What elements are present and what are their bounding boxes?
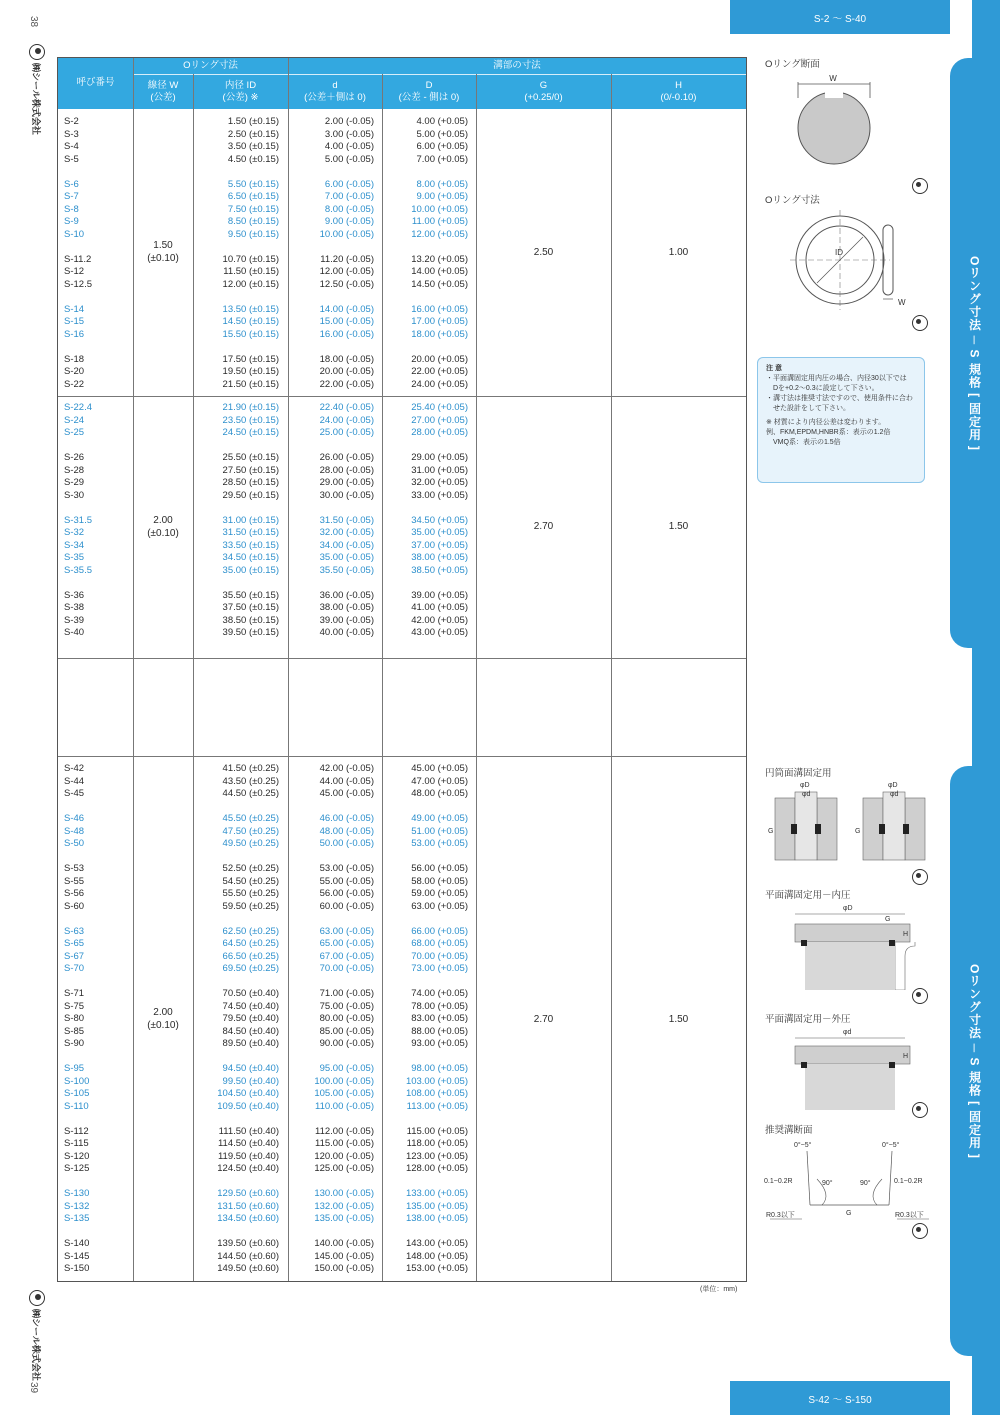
note-line: ・溝寸法は推奨寸法ですので、使用条件に合わ — [766, 395, 913, 402]
table-group-d: 18.00 (-0.05) 20.00 (-0.05) 22.00 (-0.05) — [319, 353, 374, 390]
table-group-D: 98.00 (+0.05) 103.00 (+0.05) 108.00 (+0.05) 113.00 (+0.05) — [405, 1063, 468, 1112]
sec2-g: 2.70 — [533, 521, 554, 532]
recommended-groove-diagram — [762, 1135, 937, 1225]
company-mark-icon — [912, 1223, 928, 1239]
table-group-D: 20.00 (+0.05) 22.00 (+0.05) 24.00 (+0.05) — [411, 353, 468, 390]
company-name: ㈱シール株式会社 — [31, 1309, 42, 1381]
company-logo-bottom — [29, 1290, 45, 1381]
oring-size-table — [57, 57, 747, 1282]
table-group-id: 52.50 (±0.25) 54.50 (±0.25) 55.50 (±0.25) 59.50 (±0.25) — [222, 863, 279, 912]
table-group-no: S-31.5 S-32 S-34 S-35 S-35.5 — [64, 514, 92, 576]
header-nominal-no: 呼び番号 — [76, 77, 115, 88]
note-line: ※ 材質により内径公差は変わります。 — [766, 419, 886, 426]
table-group-D: 56.00 (+0.05) 58.00 (+0.05) 59.00 (+0.05) 63.00 (+0.05) — [411, 863, 468, 912]
table-group-D: 25.40 (+0.05) 27.00 (+0.05) 28.00 (+0.05) — [411, 402, 468, 438]
label-id: ID — [835, 248, 843, 257]
svg-text:0.1~0.2R: 0.1~0.2R — [764, 1178, 793, 1185]
oring-size-diagram — [765, 205, 935, 315]
logo-icon — [29, 44, 45, 60]
table-group-d: 36.00 (-0.05) 38.00 (-0.05) 39.00 (-0.05) 40.00 (-0.05) — [319, 589, 374, 638]
table-group-id: 35.50 (±0.15) 37.50 (±0.15) 38.50 (±0.15) 39.50 (±0.15) — [222, 589, 279, 638]
svg-text:φD: φD — [843, 905, 853, 912]
table-group-d: 130.00 (-0.05) 132.00 (-0.05) 135.00 (-0.05) — [314, 1188, 374, 1224]
sec2-w: 2.00 (±0.10) — [147, 515, 179, 539]
table-group-D: 13.20 (+0.05) 14.00 (+0.05) 14.50 (+0.05) — [411, 253, 468, 290]
section-divider — [58, 396, 746, 397]
svg-text:φd: φd — [843, 1029, 852, 1036]
table-group-D: 74.00 (+0.05) 78.00 (+0.05) 83.00 (+0.05) 88.00 (+0.05) 93.00 (+0.05) — [411, 988, 468, 1049]
caption-size: Oリング寸法 — [765, 195, 820, 206]
table-group-no: S-26 S-28 S-29 S-30 — [64, 452, 85, 501]
table-group-id: 70.50 (±0.40) 74.50 (±0.40) 79.50 (±0.40) 84.50 (±0.40) 89.50 (±0.40) — [222, 988, 279, 1049]
sec3-w: 2.00 (±0.10) — [147, 1007, 179, 1031]
table-group-d: 14.00 (-0.05) 15.00 (-0.05) 16.00 (-0.05) — [319, 303, 374, 340]
svg-text:90°: 90° — [860, 1180, 871, 1187]
range-tab-bottom: S-42 ～ S-150 — [730, 1381, 950, 1415]
header-D-sub: (公差 - 側は 0) — [398, 92, 460, 103]
header-w-sub: (公差) — [150, 92, 176, 103]
svg-text:90°: 90° — [822, 1180, 833, 1187]
header-w — [133, 80, 193, 104]
table-group-d: 22.40 (-0.05) 24.00 (-0.05) 25.00 (-0.05) — [319, 402, 374, 438]
svg-text:G: G — [855, 828, 861, 835]
header-id — [193, 80, 288, 104]
header-d — [288, 80, 382, 104]
table-group-d: 63.00 (-0.05) 65.00 (-0.05) 67.00 (-0.05) 70.00 (-0.05) — [319, 925, 374, 974]
table-group-id: 17.50 (±0.15) 19.50 (±0.15) 21.50 (±0.15) — [222, 353, 279, 390]
svg-text:G: G — [768, 828, 774, 835]
table-group-id: 129.50 (±0.60) 131.50 (±0.60) 134.50 (±0.60) — [217, 1188, 279, 1224]
table-group-D: 4.00 (+0.05) 5.00 (+0.05) 6.00 (+0.05) 7.00 (+0.05) — [416, 116, 468, 165]
section-divider — [58, 756, 746, 757]
svg-text:R0.3以下: R0.3以下 — [766, 1212, 795, 1219]
page-number-top: 38 — [28, 15, 40, 28]
header-d-label: d — [332, 80, 338, 91]
side-band-bottom — [972, 1356, 1000, 1415]
label-w: W — [829, 74, 837, 83]
caption-flat-internal: 平面溝固定用－内圧 — [765, 890, 851, 901]
table-group-no: S-18 S-20 S-22 — [64, 353, 85, 390]
caution-note — [757, 357, 925, 483]
table-group-id: 1.50 (±0.15) 2.50 (±0.15) 3.50 (±0.15) 4.50 (±0.15) — [227, 116, 279, 165]
table-group-no: S-22.4 S-24 S-25 — [64, 402, 92, 438]
table-group-id: 5.50 (±0.15) 6.50 (±0.15) 7.50 (±0.15) 8.50 (±0.15) 9.50 (±0.15) — [227, 178, 279, 240]
table-group-d: 26.00 (-0.05) 28.00 (-0.05) 29.00 (-0.05) 30.00 (-0.05) — [319, 452, 374, 501]
table-group-id: 139.50 (±0.60) 144.50 (±0.60) 149.50 (±0.60) — [217, 1238, 279, 1274]
header-D-label: D — [425, 80, 433, 91]
table-group-D: 8.00 (+0.05) 9.00 (+0.05) 10.00 (+0.05) 11.00 (+0.05) 12.00 (+0.05) — [411, 178, 468, 240]
company-mark-icon — [912, 1102, 928, 1118]
logo-icon — [29, 1290, 45, 1306]
label-w2: W — [898, 298, 906, 307]
caption-recommended-groove: 推奨溝断面 — [765, 1125, 813, 1136]
table-group-no: S-46 S-48 S-50 — [64, 813, 85, 849]
range-tab-top: S-2 ～ S-40 — [730, 0, 950, 34]
unit-note: (単位：mm) — [700, 1286, 738, 1293]
table-group-d: 95.00 (-0.05) 100.00 (-0.05) 105.00 (-0.05) 110.00 (-0.05) — [314, 1063, 374, 1112]
note-line: ・平面溝固定用内圧の場合、内径30以下では — [766, 375, 907, 382]
table-group-no: S-14 S-15 S-16 — [64, 303, 85, 340]
note-title: 注 意 — [766, 365, 782, 372]
header-H-label: H — [675, 80, 682, 91]
table-group-d: 31.50 (-0.05) 32.00 (-0.05) 34.00 (-0.05) 35.00 (-0.05) 35.50 (-0.05) — [319, 514, 374, 576]
company-mark-icon — [912, 315, 928, 331]
table-group-d: 2.00 (-0.05) 3.00 (-0.05) 4.00 (-0.05) 5.00 (-0.05) — [324, 116, 374, 165]
sec3-h: 1.50 — [668, 1014, 689, 1025]
table-group-no: S-130 S-132 S-135 — [64, 1188, 90, 1224]
table-group-d: 42.00 (-0.05) 44.00 (-0.05) 45.00 (-0.05) — [319, 763, 374, 799]
table-group-id: 45.50 (±0.25) 47.50 (±0.25) 49.50 (±0.25) — [222, 813, 279, 849]
table-group-d: 11.20 (-0.05) 12.00 (-0.05) 12.50 (-0.05) — [319, 253, 374, 290]
header-id-sub: (公差) ※ — [222, 92, 259, 103]
table-group-d: 6.00 (-0.05) 7.00 (-0.05) 8.00 (-0.05) 9.00 (-0.05) 10.00 (-0.05) — [319, 178, 374, 240]
table-group-no: S-6 S-7 S-8 S-9 S-10 — [64, 178, 85, 240]
table-group-D: 115.00 (+0.05) 118.00 (+0.05) 123.00 (+0.05) 128.00 (+0.05) — [405, 1125, 468, 1174]
flat-groove-external-diagram — [765, 1024, 935, 1112]
flat-groove-internal-diagram — [765, 900, 935, 990]
table-group-id: 111.50 (±0.40) 114.50 (±0.40) 119.50 (±0.40) 124.50 (±0.40) — [217, 1125, 279, 1174]
svg-text:R0.3以下: R0.3以下 — [895, 1212, 924, 1219]
table-group-no: S-2 S-3 S-4 S-5 — [64, 116, 79, 165]
sec3-g: 2.70 — [533, 1014, 554, 1025]
side-tab-2 — [950, 766, 1000, 1356]
table-group-no: S-71 S-75 S-80 S-85 S-90 — [64, 988, 85, 1049]
svg-text:φD: φD — [800, 782, 810, 789]
table-group-d: 140.00 (-0.05) 145.00 (-0.05) 150.00 (-0.05) — [314, 1238, 374, 1274]
note-line: せた設計をして下さい。 — [766, 405, 850, 412]
table-group-D: 45.00 (+0.05) 47.00 (+0.05) 48.00 (+0.05) — [411, 763, 468, 799]
table-group-D: 49.00 (+0.05) 51.00 (+0.05) 53.00 (+0.05) — [411, 813, 468, 849]
side-tab-1 — [950, 58, 1000, 648]
header-d-sub: (公差＋側は 0) — [304, 92, 366, 103]
note-line: 例、FKM,EPDM,HNBR系：表示の1.2倍 — [766, 429, 891, 436]
table-group-id: 41.50 (±0.25) 43.50 (±0.25) 44.50 (±0.25) — [222, 763, 279, 799]
table-group-no: S-140 S-145 S-150 — [64, 1238, 90, 1274]
section-divider — [58, 658, 746, 659]
table-group-D: 16.00 (+0.05) 17.00 (+0.05) 18.00 (+0.05) — [411, 303, 468, 340]
svg-text:G: G — [885, 916, 891, 923]
side-band-top — [972, 0, 1000, 60]
svg-text:0°~5°: 0°~5° — [794, 1142, 812, 1149]
note-line: Dを+0.2～0.3に設定して下さい。 — [766, 385, 879, 392]
cylindrical-groove-diagram — [765, 778, 935, 864]
header-w-label: 線径 W — [147, 80, 179, 91]
table-group-id: 94.50 (±0.40) 99.50 (±0.40) 104.50 (±0.40) 109.50 (±0.40) — [217, 1063, 279, 1112]
table-group-id: 21.90 (±0.15) 23.50 (±0.15) 24.50 (±0.15) — [222, 402, 279, 438]
table-group-D: 34.50 (+0.05) 35.00 (+0.05) 37.00 (+0.05) 38.00 (+0.05) 38.50 (+0.05) — [411, 514, 468, 576]
side-tab-2-label: Oリング寸法 ─ S 規格 [ 固定用 ] — [967, 963, 982, 1159]
caption-section: Oリング断面 — [765, 59, 820, 70]
header-H-sub: (0/-0.10) — [660, 92, 697, 103]
company-name: ㈱シール株式会社 — [31, 63, 42, 135]
table-group-id: 31.00 (±0.15) 31.50 (±0.15) 33.50 (±0.15) 34.50 (±0.15) 35.00 (±0.15) — [222, 514, 279, 576]
svg-text:H: H — [903, 931, 909, 938]
svg-text:0.1~0.2R: 0.1~0.2R — [894, 1178, 923, 1185]
company-mark-icon — [912, 869, 928, 885]
table-group-id: 62.50 (±0.25) 64.50 (±0.25) 66.50 (±0.25) 69.50 (±0.25) — [222, 925, 279, 974]
svg-text:0°~5°: 0°~5° — [882, 1142, 900, 1149]
table-group-no: S-112 S-115 S-120 S-125 — [64, 1125, 90, 1174]
table-group-no: S-11.2 S-12 S-12.5 — [64, 253, 92, 290]
svg-text:φd: φd — [802, 791, 811, 798]
caption-flat-external: 平面溝固定用－外圧 — [765, 1014, 851, 1025]
page-number-bottom: 39 — [28, 1381, 40, 1394]
svg-text:G: G — [846, 1210, 852, 1217]
col-line — [288, 58, 289, 1281]
table-group-d: 112.00 (-0.05) 115.00 (-0.05) 120.00 (-0.05) 125.00 (-0.05) — [314, 1125, 374, 1174]
col-line — [193, 74, 194, 1281]
side-tab-1-label: Oリング寸法 ─ S 規格 [ 固定用 ] — [967, 255, 982, 451]
oring-section-diagram — [765, 70, 935, 190]
table-group-id: 25.50 (±0.15) 27.50 (±0.15) 28.50 (±0.15) 29.50 (±0.15) — [222, 452, 279, 501]
company-logo-top — [29, 44, 45, 135]
sec1-g: 2.50 — [533, 247, 554, 258]
table-group-no: S-95 S-100 S-105 S-110 — [64, 1063, 90, 1112]
table-group-D: 66.00 (+0.05) 68.00 (+0.05) 70.00 (+0.05) 73.00 (+0.05) — [411, 925, 468, 974]
header-G — [476, 80, 611, 104]
table-group-no: S-63 S-65 S-67 S-70 — [64, 925, 85, 974]
caption-cylindrical: 円筒面溝固定用 — [765, 768, 832, 779]
header-H — [611, 80, 746, 104]
table-group-d: 71.00 (-0.05) 75.00 (-0.05) 80.00 (-0.05) 85.00 (-0.05) 90.00 (-0.05) — [319, 988, 374, 1049]
col-line — [382, 74, 383, 1281]
table-group-d: 53.00 (-0.05) 55.00 (-0.05) 56.00 (-0.05) 60.00 (-0.05) — [319, 863, 374, 912]
table-group-id: 10.70 (±0.15) 11.50 (±0.15) 12.00 (±0.15) — [222, 253, 279, 290]
table-group-no: S-36 S-38 S-39 S-40 — [64, 589, 85, 638]
header-oring-size: Oリング寸法 — [183, 60, 238, 71]
side-band-mid — [972, 648, 1000, 766]
svg-text:φD: φD — [888, 782, 898, 789]
table-group-d: 46.00 (-0.05) 48.00 (-0.05) 50.00 (-0.05) — [319, 813, 374, 849]
header-D — [382, 80, 476, 104]
company-mark-icon — [912, 988, 928, 1004]
table-group-D: 39.00 (+0.05) 41.00 (+0.05) 42.00 (+0.05) 43.00 (+0.05) — [411, 589, 468, 638]
svg-text:H: H — [903, 1053, 909, 1060]
header-G-label: G — [539, 80, 548, 91]
header-divider — [133, 74, 746, 75]
sec2-h: 1.50 — [668, 521, 689, 532]
header-G-sub: (+0.25/0) — [524, 92, 563, 103]
svg-text:φd: φd — [890, 791, 899, 798]
table-group-D: 29.00 (+0.05) 31.00 (+0.05) 32.00 (+0.05) 33.00 (+0.05) — [411, 452, 468, 501]
sec1-w: 1.50 (±0.10) — [147, 240, 179, 264]
header-id-label: 内径 ID — [224, 80, 257, 91]
table-group-D: 143.00 (+0.05) 148.00 (+0.05) 153.00 (+0.05) — [405, 1238, 468, 1274]
company-mark-icon — [912, 178, 928, 194]
sec1-h: 1.00 — [668, 247, 689, 258]
table-group-no: S-53 S-55 S-56 S-60 — [64, 863, 85, 912]
table-group-id: 13.50 (±0.15) 14.50 (±0.15) 15.50 (±0.15) — [222, 303, 279, 340]
table-group-no: S-42 S-44 S-45 — [64, 763, 85, 799]
header-groove-size: 溝部の寸法 — [493, 60, 541, 71]
note-line: VMQ系：表示の1.5倍 — [766, 439, 841, 446]
table-group-D: 133.00 (+0.05) 135.00 (+0.05) 138.00 (+0.05) — [405, 1188, 468, 1224]
